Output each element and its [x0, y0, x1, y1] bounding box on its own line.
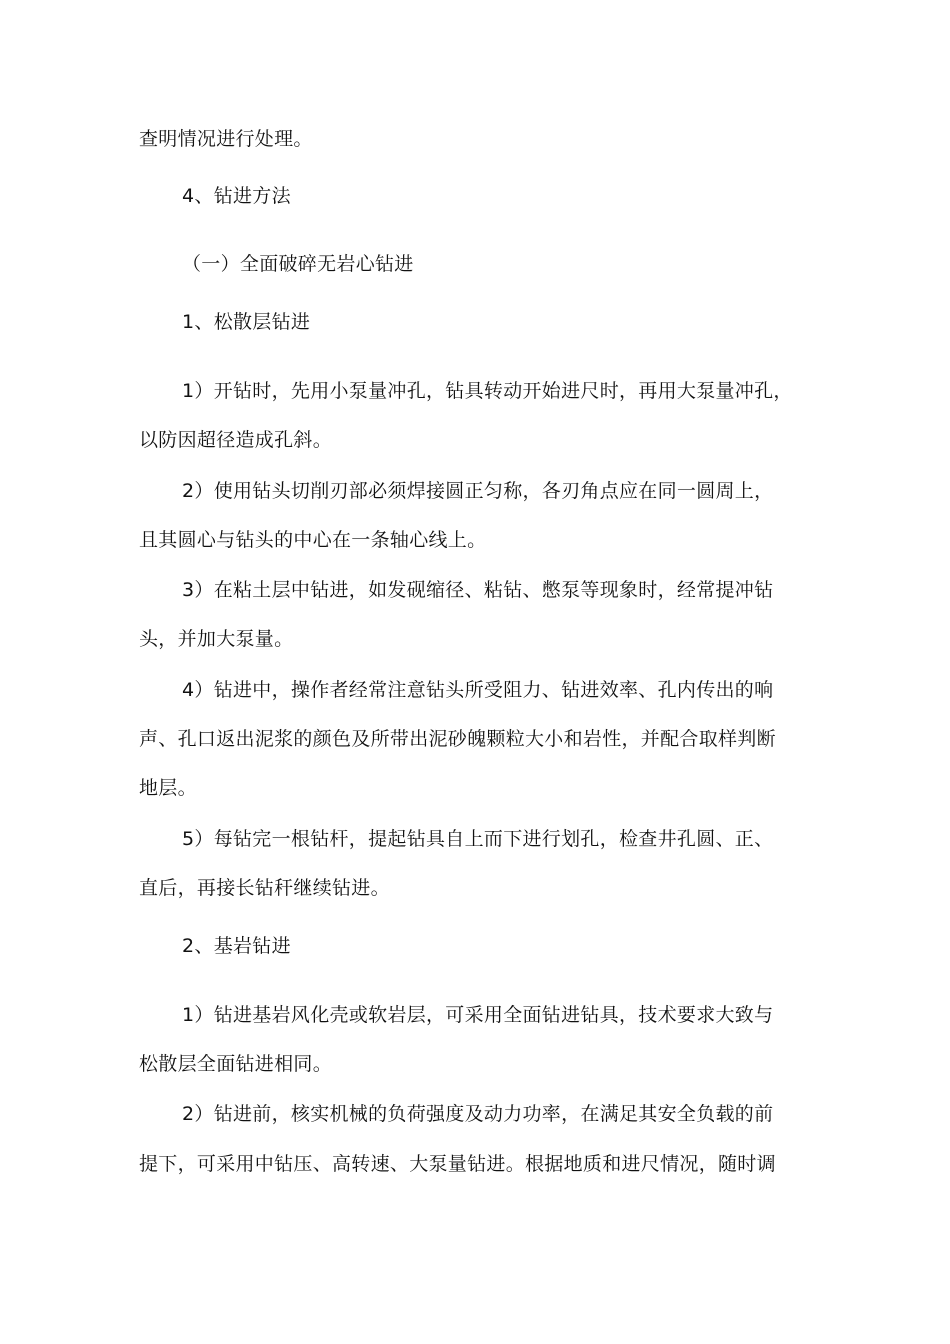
item-heading: 1、松散层钻进 — [182, 311, 311, 333]
paragraph-line: 松散层全面钻进相同。 — [139, 1053, 333, 1075]
paragraph-line: 1）钻进基岩风化壳或软岩层，可采用全面钻进钻具，技术要求大致与 — [182, 1004, 774, 1026]
paragraph-continuation: 查明情况进行处理。 — [139, 128, 313, 150]
paragraph-line: 头，并加大泵量。 — [139, 628, 294, 650]
subsection-heading: （一）全面破碎无岩心钻进 — [182, 253, 414, 275]
paragraph-line: 1）开钻时，先用小泵量冲孔，钻具转动开始进尺时，再用大泵量冲孔， — [182, 380, 793, 402]
paragraph-line: 以防因超径造成孔斜。 — [139, 429, 333, 451]
paragraph-line: 直后，再接长钻秆继续钻进。 — [139, 877, 390, 899]
paragraph-line: 提下，可采用中钻压、高转速、大泵量钻进。根据地质和进尺情况，随时调 — [139, 1153, 776, 1175]
paragraph-line: 声、孔口返出泥浆的颜色及所带出泥砂魄颗粒大小和岩性，并配合取样判断 — [139, 728, 776, 750]
paragraph-line: 4）钻进中，操作者经常注意钻头所受阻力、钻进效率、孔内传出的响 — [182, 679, 774, 701]
item-heading: 2、基岩钻进 — [182, 935, 291, 957]
paragraph-line: 2）使用钻头切削刃部必须焊接圆正匀称，各刃角点应在同一圆周上， — [182, 480, 774, 502]
paragraph-line: 且其圆心与钻头的中心在一条轴心线上。 — [139, 529, 487, 551]
paragraph-line: 3）在粘土层中钻进，如发砚缩径、粘钻、憋泵等现象时，经常提冲钻 — [182, 579, 774, 601]
paragraph-line: 5）每钻完一根钻杆，提起钻具自上而下进行划孔，检查井孔圆、正、 — [182, 828, 774, 850]
paragraph-line: 2）钻进前，核实机械的负荷强度及动力功率，在满足其安全负载的前 — [182, 1103, 774, 1125]
paragraph-line: 地层。 — [139, 777, 197, 799]
section-heading: 4、钻进方法 — [182, 185, 291, 207]
